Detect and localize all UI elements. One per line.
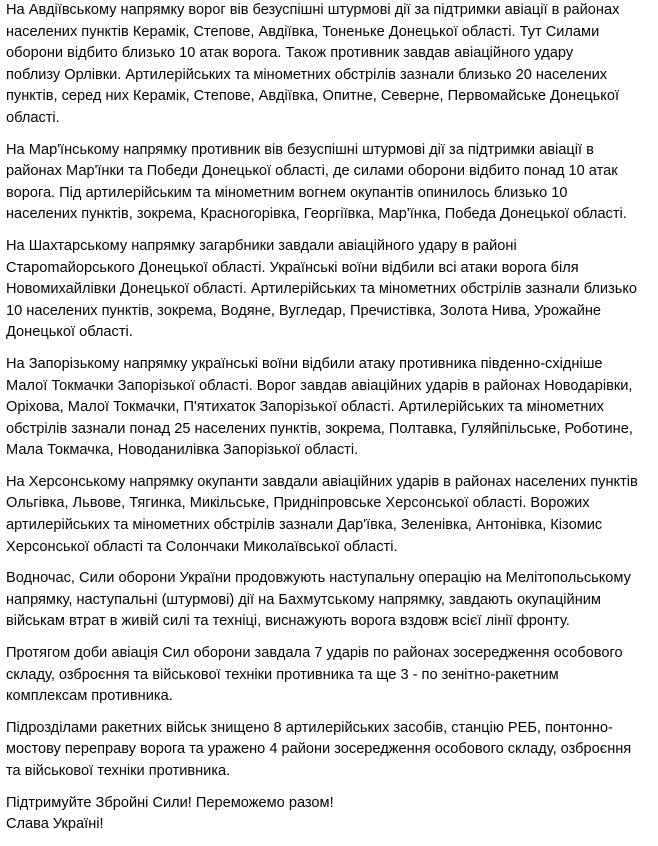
paragraph-aviation — [6, 643, 656, 708]
paragraph-line: обстрілів зазнали понад 25 населених пунктів, зокрема, Полтавка, Гуляйпільське, Роботине, — [6, 420, 633, 437]
paragraph-line: артилерійських та мінометних обстрілів зазнали Дар'ївка, Зеленівка, Антонівка, Кізомис — [6, 517, 603, 534]
paragraph-marinka — [6, 140, 656, 226]
paragraph-kherson — [6, 472, 656, 558]
paragraph-line: Підтримуйте Збройні Сили! Переможемо разом! — [6, 794, 334, 811]
post-body — [6, 0, 656, 846]
paragraph-line: та військової техніки противника. — [6, 763, 231, 779]
paragraph-line: населених пунктів Керамік, Степове, Авдіївка, Тоненьке Донецької області. Тут Силами — [6, 23, 600, 40]
paragraph-line: Новомихайлівки Донецької області. Артилерійських та мінометних обстрілів зазнали близько — [6, 281, 638, 298]
paragraph-zaporizhzhia — [6, 354, 656, 462]
paragraph-line: пунктів, серед них Керамік, Степове, Авдіївка, Опитне, Северне, Первомайське Донецької — [6, 88, 620, 105]
paragraph-line: Донецької області. — [6, 324, 133, 341]
paragraph-line: районах Мар'їнки та Победи Донецької області, де силами оборони відбито понад 10 атак — [6, 163, 618, 180]
paragraph-line: На Шахтарському напрямку загарбники завдали авіаційного удару в районі — [6, 237, 517, 254]
paragraph-line: На Мар'їнському напрямку противник вів безуспішні штурмові дії за підтримки авіації в — [6, 141, 594, 158]
paragraph-line: населених пунктів, зокрема, Красногорівка, Георгіївка, Мар'їнка, Победа Донецької області. — [6, 206, 627, 223]
paragraph-line: Малої Токмачки Запорізької області. Ворог завдав авіаційних ударів в районах Новодарівки, — [6, 377, 633, 394]
paragraph-line: Підрозділами ракетних військ знищено 8 артилерійських засобів, станцію РЕБ, понтонно- — [6, 719, 613, 736]
paragraph-line: На Авдіївському напрямку ворог вів безуспішні штурмові дії за підтримки авіації в районах — [6, 2, 620, 18]
paragraph-line: Протягом доби авіація Сил оборони завдала 7 ударів по районах зосередження особового — [6, 645, 623, 662]
paragraph-line: Слава Україні! — [6, 816, 104, 833]
paragraph-offensive — [6, 568, 656, 633]
paragraph-missile — [6, 718, 656, 783]
paragraph-line: складу, озброєння та військової техніки противника та ще 3 - по зенітно-ракетним — [6, 666, 559, 683]
paragraph-line: військам втрат в живій силі та техніці, виснажують ворога вздовж всієї лінії фронту. — [6, 613, 570, 630]
paragraph-line: комплексам противника. — [6, 688, 173, 705]
paragraph-line: 10 населених пунктів, зокрема, Водяне, Вугледар, Пречистівка, Золота Нива, Урожайне — [6, 302, 602, 319]
paragraph-line: напрямку, наступальні (штурмові) дії на Бахмутському напрямку, завдають окупаційним — [6, 591, 601, 608]
paragraph-line: Ольгівка, Львове, Тягинка, Микільське, Придніпровське Херсонської області. Ворожих — [6, 495, 590, 512]
paragraph-line: На Херсонському напрямку окупанти завдали авіаційних ударів в районах населених пунктів — [6, 473, 638, 490]
paragraph-closing — [6, 793, 656, 836]
paragraph-line: Староmайорського Донецької області. Українські воїни відбили всі атаки ворога біля — [6, 259, 579, 276]
paragraph-line: Херсонської області та Солончаки Миколаївської області. — [6, 538, 398, 555]
paragraph-line: ворога. Під артилерійським та мінометним вогнем окупантів опинилось близько 10 — [6, 184, 568, 201]
paragraph-line: Орiхова, Малої Токмачки, П'ятихаток Запорізької області. Артилерійських та мінометних — [6, 399, 604, 416]
paragraph-avdiivka — [6, 0, 656, 130]
paragraph-line: області. — [6, 109, 60, 126]
paragraph-line: поблизу Орлівки. Артилерійських та мінометних обстрілів зазнали близько 20 населених — [6, 66, 608, 83]
paragraph-shakhtarsk — [6, 236, 656, 344]
paragraph-line: мостову переправу ворога та уражено 4 райони зосередження особового складу, озброєння — [6, 741, 632, 758]
paragraph-line: Водночас, Сили оборони України продовжують наступальну операцію на Мелітопольському — [6, 570, 631, 587]
paragraph-line: Мала Токмачка, Новоданилівка Запорізької області. — [6, 442, 359, 459]
paragraph-line: На Запорізькому напрямку українські воїни відбили атаку противника південно-східніше — [6, 355, 603, 372]
paragraph-line: оборони відбито близько 10 атак ворога. Також противник завдав авіаційного удару — [6, 45, 574, 62]
